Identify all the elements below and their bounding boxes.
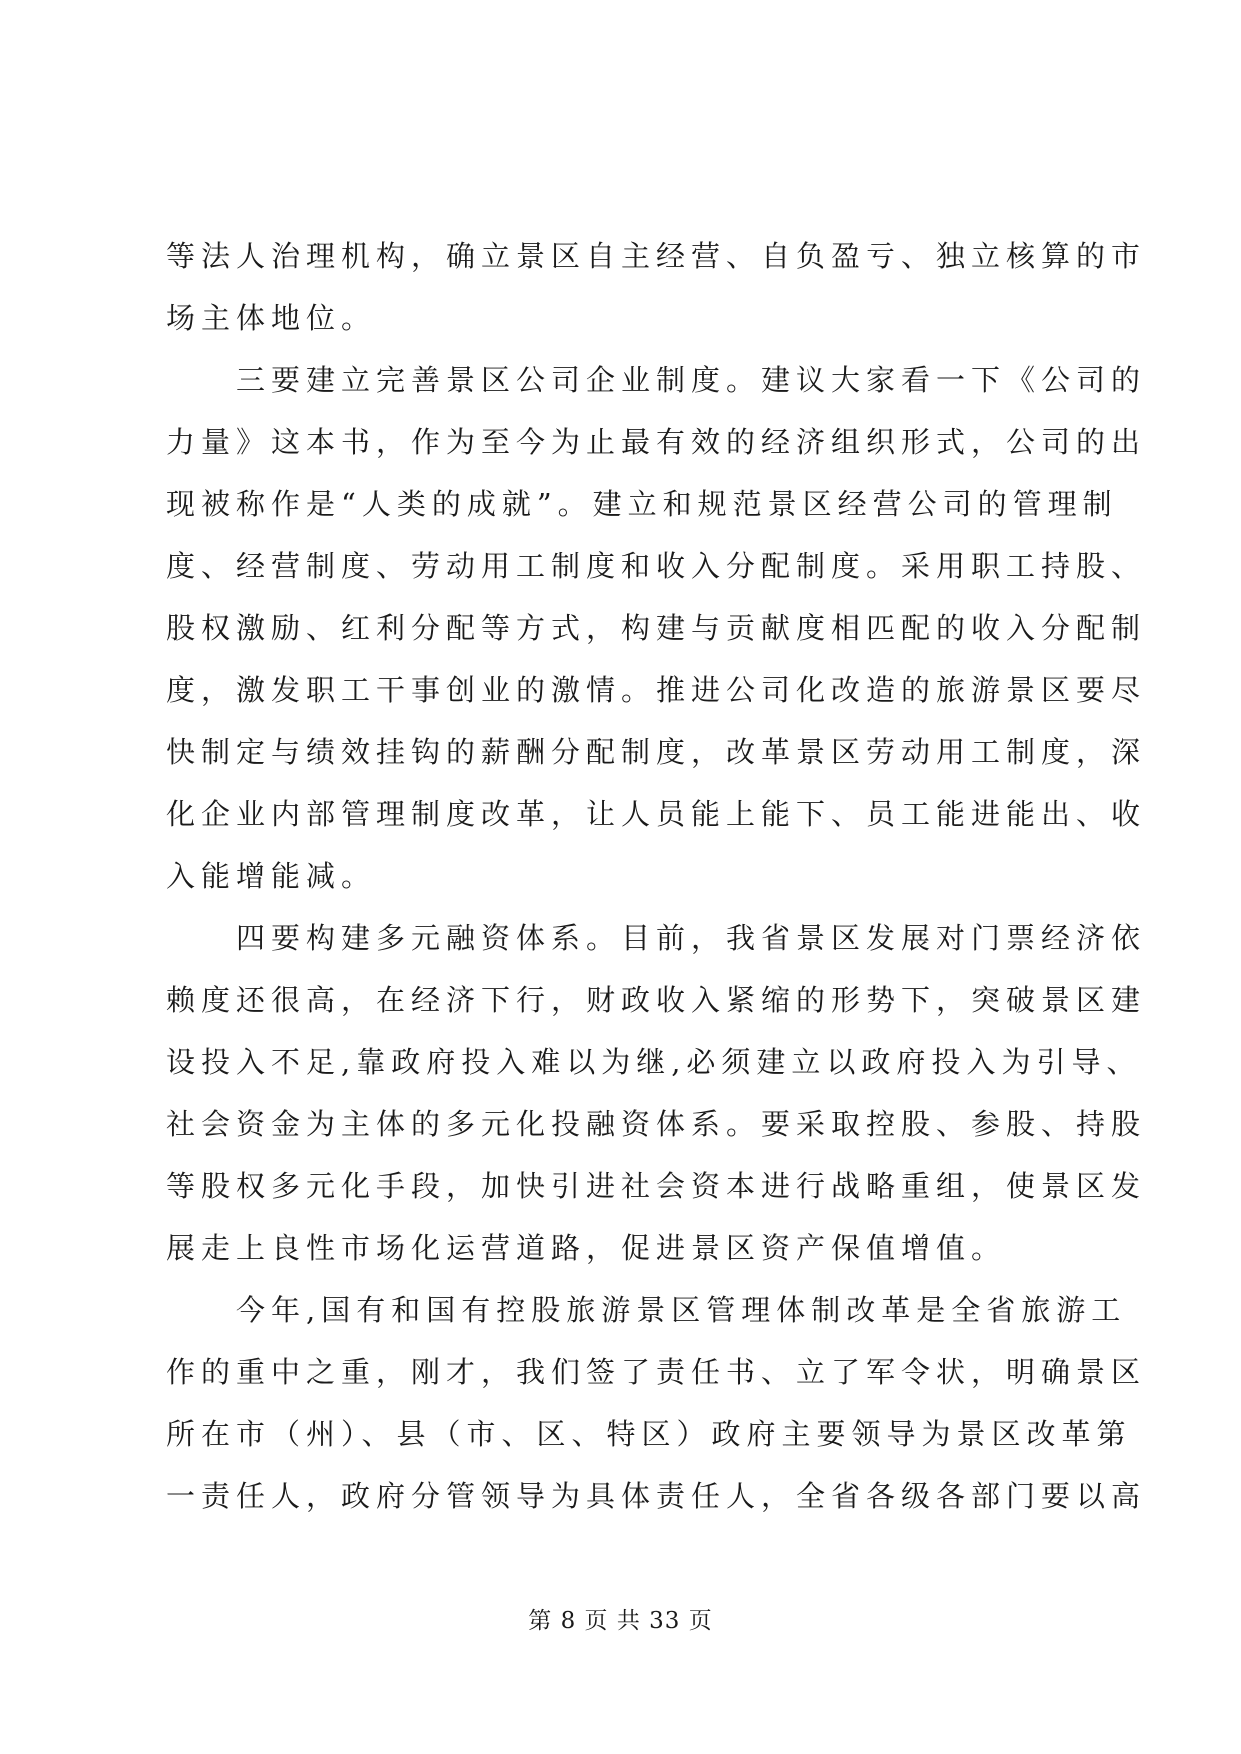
text-line: 社会资金为主体的多元化投融资体系。要采取控股、参股、持股: [166, 1107, 1147, 1141]
page-number-footer: 第 8 页 共 33 页: [528, 1608, 713, 1634]
text-line: 现被称作是“人类的成就”。建立和规范景区经营公司的管理制: [166, 487, 1118, 521]
paragraph-start-line: 三要建立完善景区公司企业制度。建议大家看一下《公司的: [236, 363, 1147, 397]
text-line: 展走上良性市场化运营道路，促进景区资产保值增值。: [166, 1231, 1007, 1265]
text-line: 所在市（州）、县（市、区、特区）政府主要领导为景区改革第: [166, 1417, 1132, 1451]
text-line: 快制定与绩效挂钩的薪酬分配制度，改革景区劳动用工制度，深: [166, 735, 1147, 769]
paragraph-start-line: 四要构建多元融资体系。目前，我省景区发展对门票经济依: [236, 921, 1147, 955]
document-body: [166, 225, 1147, 1527]
text-line: 赖度还很高，在经济下行，财政收入紧缩的形势下，突破景区建: [166, 983, 1147, 1017]
paragraph-start-line: 今年,国有和国有控股旅游景区管理体制改革是全省旅游工: [236, 1293, 1127, 1327]
text-line: 入能增能减。: [166, 859, 377, 893]
text-line: 度、经营制度、劳动用工制度和收入分配制度。采用职工持股、: [166, 549, 1147, 583]
text-line: 等法人治理机构，确立景区自主经营、自负盈亏、独立核算的市: [166, 239, 1147, 273]
text-line: 股权激励、红利分配等方式，构建与贡献度相匹配的收入分配制: [166, 611, 1147, 645]
text-line: 力量》这本书，作为至今为止最有效的经济组织形式，公司的出: [166, 425, 1147, 459]
text-line: 一责任人，政府分管领导为具体责任人，全省各级各部门要以高: [166, 1479, 1147, 1513]
text-line: 等股权多元化手段，加快引进社会资本进行战略重组，使景区发: [166, 1169, 1147, 1203]
text-line: 场主体地位。: [166, 301, 377, 335]
text-line: 作的重中之重，刚才，我们签了责任书、立了军令状，明确景区: [166, 1355, 1147, 1389]
text-line: 化企业内部管理制度改革，让人员能上能下、员工能进能出、收: [166, 797, 1147, 831]
text-line: 度，激发职工干事创业的激情。推进公司化改造的旅游景区要尽: [166, 673, 1147, 707]
text-line: 设投入不足,靠政府投入难以为继,必须建立以政府投入为引导、: [166, 1045, 1142, 1079]
